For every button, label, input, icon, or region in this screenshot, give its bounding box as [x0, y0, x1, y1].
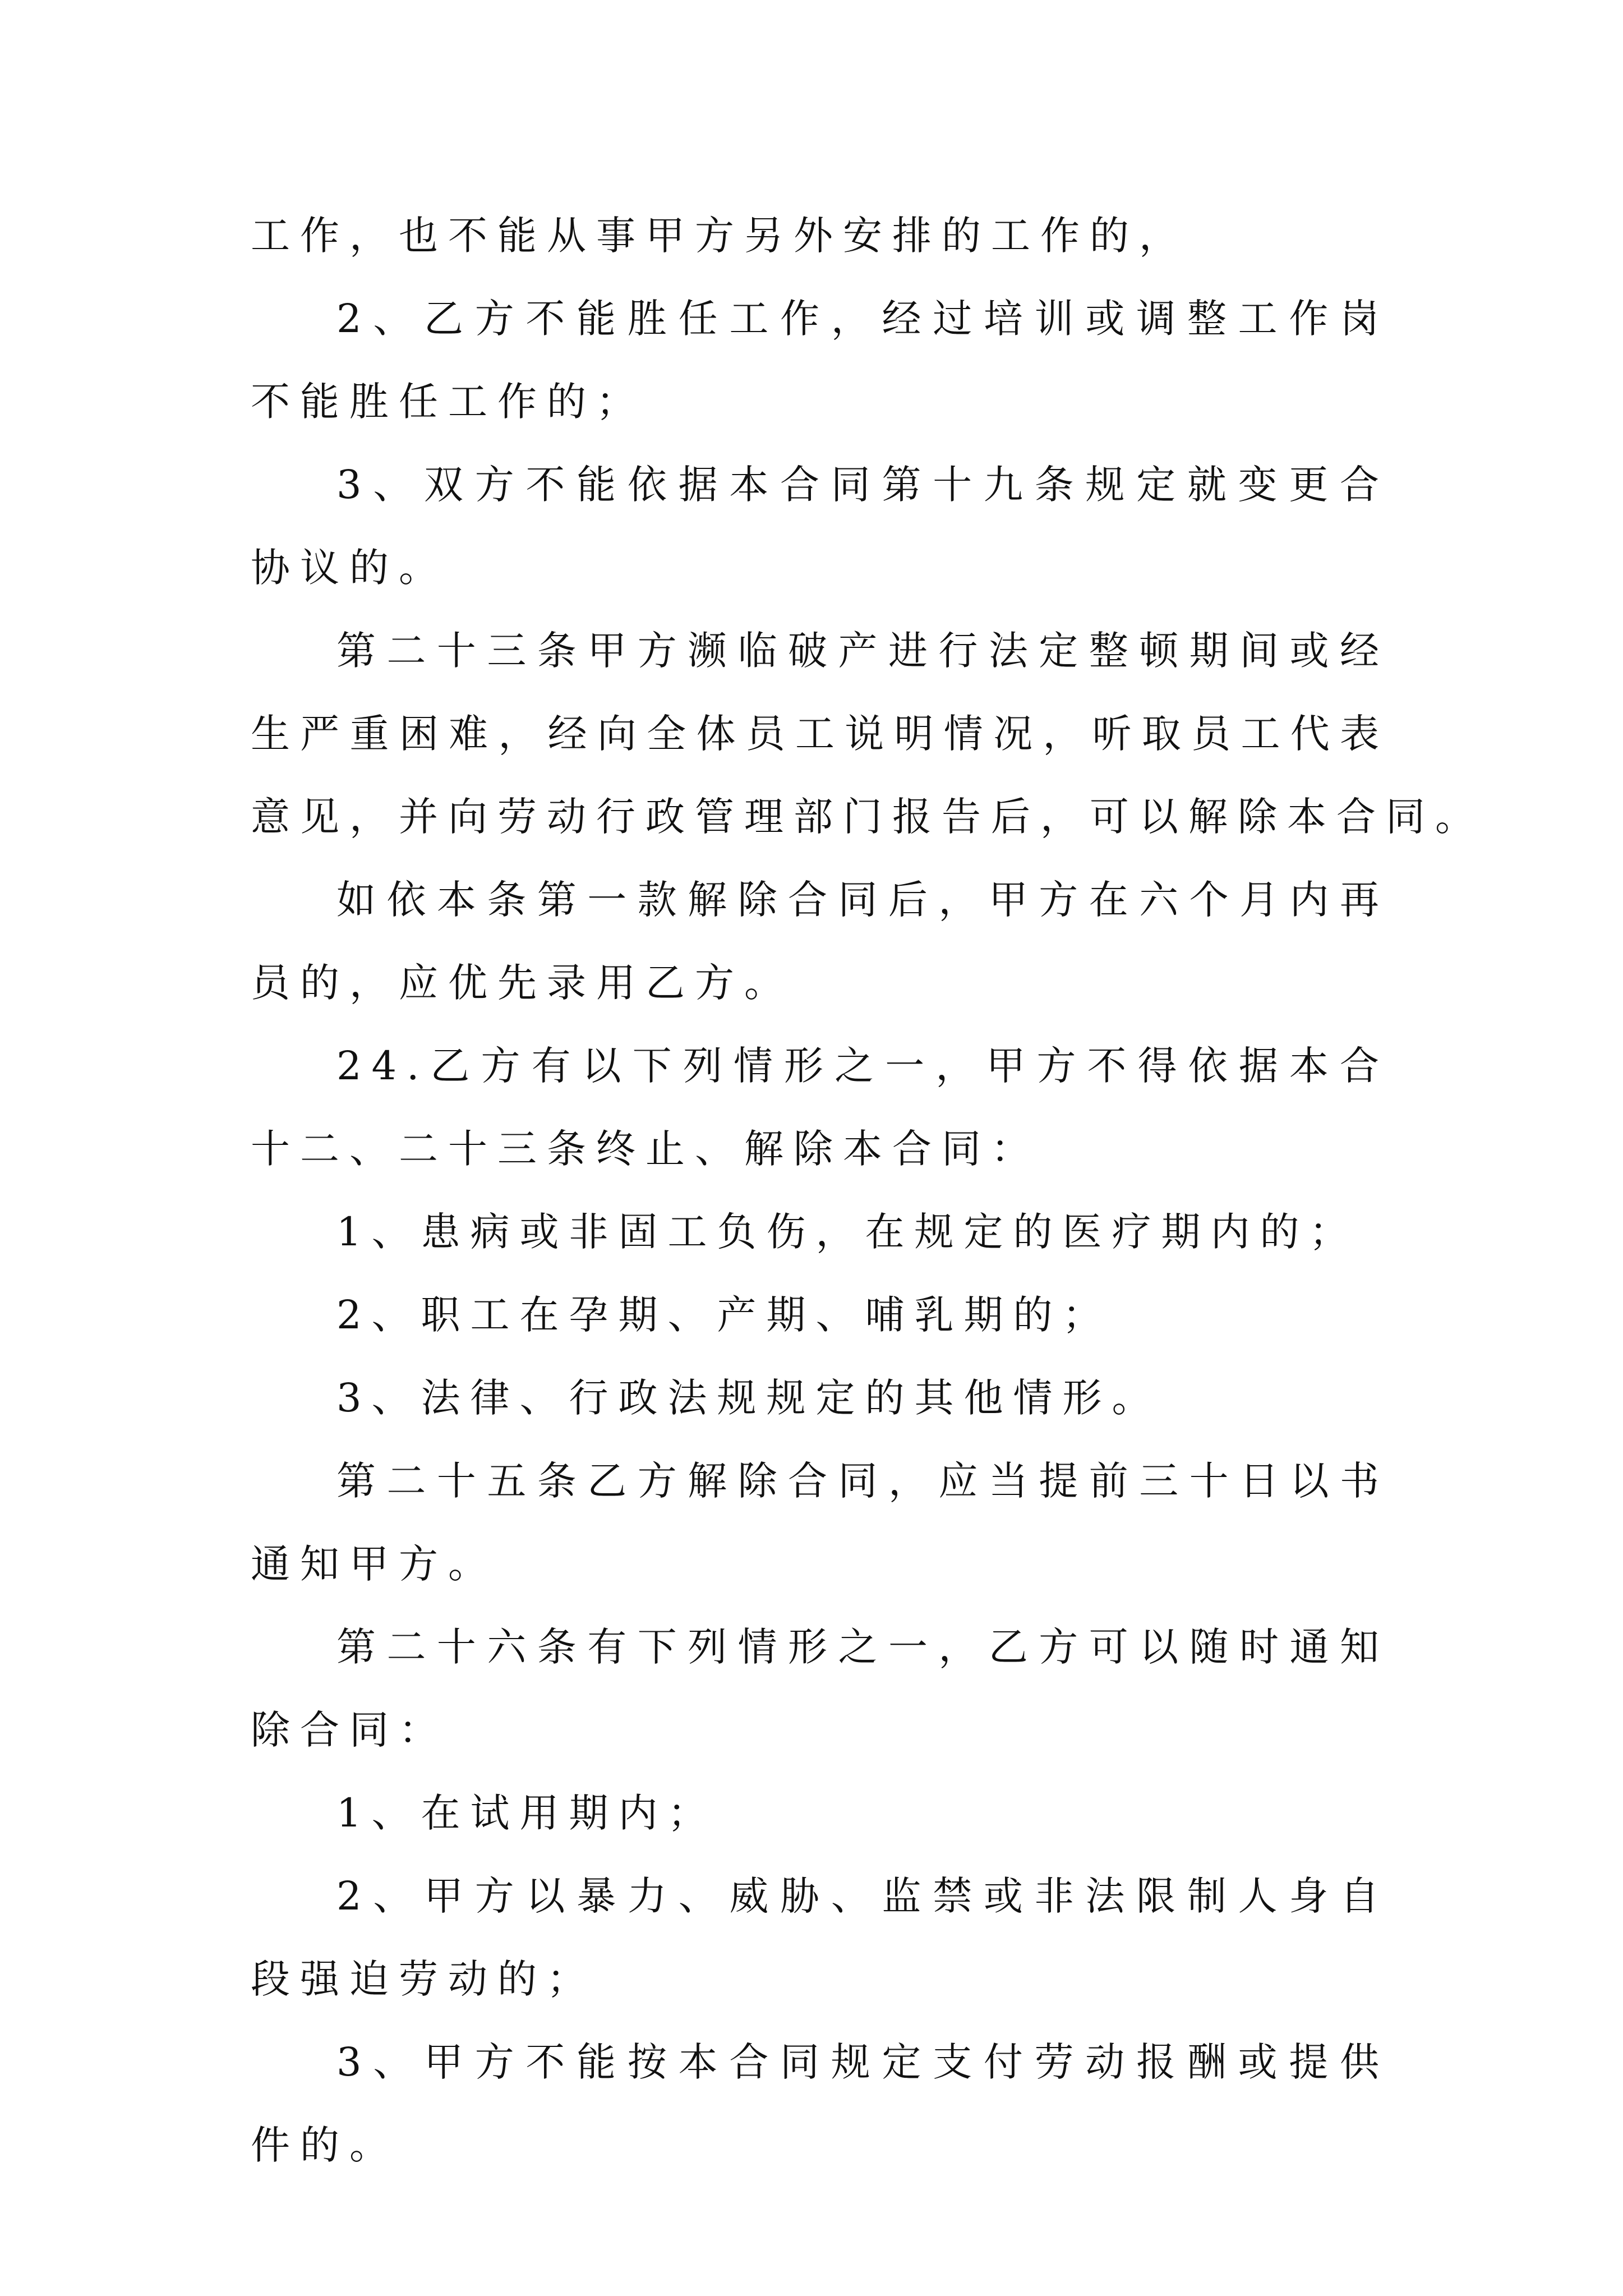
text-line-5: 协议的。 [251, 545, 448, 591]
text-line-19: 除合同： [251, 1707, 448, 1753]
text-line-6: 第二十三条甲方濒临破产进行法定整顿期间或经 [336, 628, 1389, 674]
text-line-12: 十二、二十三条终止、解除本合同： [251, 1126, 1040, 1172]
text-line-22: 段强迫劳动的； [251, 1956, 596, 2002]
text-line-16: 第二十五条乙方解除合同，应当提前三十日以书 [336, 1458, 1389, 1504]
text-line-1: 工作，也不能从事甲方另外安排的工作的， [251, 213, 1188, 259]
text-line-24: 件的。 [251, 2122, 399, 2168]
text-line-14: 2、职工在孕期、产期、哺乳期的； [336, 1292, 1112, 1338]
text-line-17: 通知甲方。 [251, 1541, 497, 1587]
text-line-21: 2、甲方以暴力、威胁、监禁或非法限制人身自 [336, 1873, 1389, 1919]
text-line-20: 1、在试用期内； [336, 1790, 717, 1836]
text-line-15: 3、法律、行政法规规定的其他情形。 [336, 1375, 1161, 1421]
text-line-7: 生严重困难，经向全体员工说明情况，听取员工代表 [251, 711, 1389, 757]
text-line-18: 第二十六条有下列情形之一，乙方可以随时通知 [336, 1624, 1389, 1670]
text-line-9: 如依本条第一款解除合同后，甲方在六个月内再 [336, 877, 1389, 923]
text-line-10: 员的，应优先录用乙方。 [251, 960, 794, 1006]
text-line-8: 意见，并向劳动行政管理部门报告后，可以解除本合同。 [251, 794, 1484, 840]
text-line-23: 3、甲方不能按本合同规定支付劳动报酬或提供 [336, 2039, 1389, 2085]
text-line-2: 2、乙方不能胜任工作，经过培训或调整工作岗 [336, 296, 1389, 342]
text-line-3: 不能胜任工作的； [251, 379, 645, 425]
text-line-13: 1、患病或非固工负伤，在规定的医疗期内的； [336, 1209, 1359, 1255]
text-line-11: 24.乙方有以下列情形之一，甲方不得依据本合 [336, 1043, 1389, 1089]
text-line-4: 3、双方不能依据本合同第十九条规定就变更合 [336, 462, 1389, 508]
